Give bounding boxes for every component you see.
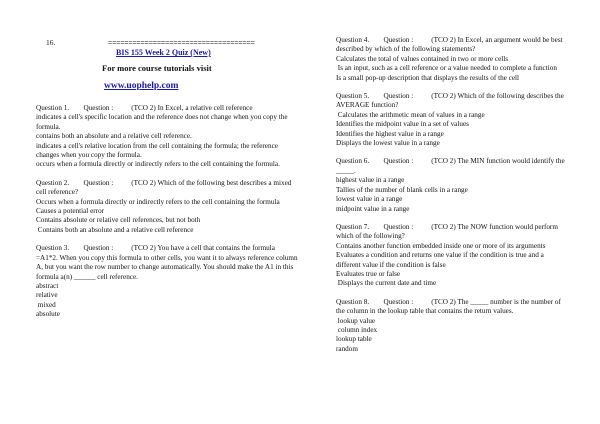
website-link[interactable]: www.uophelp.com — [104, 81, 179, 91]
answer-option: Calculates the arithmetic mean of values in a range — [336, 110, 485, 119]
answer-option: Displays the lowest value in a range — [336, 139, 440, 148]
answer-option: indicates a cell's specific location and the reference does not change when you copy the formula. — [36, 113, 290, 131]
left-questions — [36, 104, 298, 320]
answer-option: midpoint value in a range — [336, 204, 410, 213]
left-column — [36, 0, 298, 329]
question-block — [36, 179, 298, 235]
answer-option: Tallies of the number of blank cells in a range — [336, 185, 468, 194]
answer-option: abstract — [36, 281, 59, 290]
answer-option: absolute — [36, 310, 60, 319]
tutorials-text: For more course tutorials visit — [102, 63, 212, 73]
question-text: Question 4. Question : (TCO 2) In Excel, an argument would be best described by which of the following statements? — [336, 36, 565, 54]
question-block — [336, 36, 568, 83]
right-column — [336, 36, 568, 363]
answer-option: occurs when a formula directly or indirectly refers to the cell containing the formula. — [36, 160, 280, 169]
document-header — [36, 0, 298, 104]
answer-option: Causes a potential error — [36, 207, 105, 216]
answer-option: Is a small pop-up description that displays the results of the cell — [336, 73, 520, 82]
separator-rule: ==================================== — [108, 38, 255, 47]
question-block — [336, 223, 568, 289]
answer-option: column index — [336, 325, 378, 334]
question-text: Question 1. Question : (TCO 2) In Excel, a relative cell reference — [36, 104, 253, 112]
question-block — [36, 244, 298, 319]
question-block — [36, 104, 298, 170]
answer-option: Contains another function embedded inside one or more of its arguments — [336, 241, 546, 250]
answer-option: contains both an absolute and a relative cell reference. — [36, 132, 192, 141]
answer-option: Displays the current date and time — [336, 279, 437, 288]
question-text: Question 3. Question : (TCO 2) You have a cell that contains the formula =A1*2. When you copy this formula to other cells, you want it to always reference column A, but you want the row number to change automatically. You should make the A1 in this formula a(n) ______ cell reference. — [36, 244, 300, 281]
answer-option: Evaluates true or false — [336, 269, 401, 278]
answer-option: Evaluates a condition and returns one value if the condition is true and a different value if the condition is false — [336, 251, 546, 269]
question-block — [336, 92, 568, 148]
answer-option: Identifies the highest value in a range — [336, 129, 444, 138]
answer-option: random — [336, 344, 358, 353]
question-text: Question 8. Question : (TCO 2) The _____ number is the number of the column in the lookup table that contains the return values. — [336, 297, 563, 316]
answer-option: lookup table — [336, 335, 372, 344]
question-text: Question 6. Question : (TCO 2) The MIN function would identify the _____. — [336, 157, 567, 175]
answer-option: relative — [36, 291, 58, 300]
answer-option: highest value in a range — [336, 176, 405, 185]
answer-option: Contains absolute or relative cell references, but not both — [36, 216, 201, 225]
answer-option: lookup value — [336, 316, 376, 325]
answer-option: mixed — [36, 300, 56, 309]
answer-option: Calculates the total of values contained in two or more cells — [336, 54, 509, 63]
answer-option: indicates a cell's relative location from the cell containing the formula; the reference changes when you copy the formula. — [36, 141, 280, 160]
question-text: Question 7. Question : (TCO 2) The NOW function would perform which of the following? — [336, 222, 560, 241]
question-text: Question 5. Question : (TCO 2) Which of the following describes the AVERAGE function? — [336, 92, 566, 110]
question-block — [336, 157, 568, 213]
answer-option: Occurs when a formula directly or indirectly refers to the cell containing the formula — [36, 197, 280, 206]
right-questions — [336, 36, 568, 354]
question-block — [336, 298, 568, 354]
question-text: Question 2. Question : (TCO 2) Which of the following best describes a mixed cell reference? — [36, 178, 294, 197]
answer-option: lowest value in a range — [336, 195, 403, 204]
answer-option: Contains both an absolute and a relative cell reference — [36, 225, 194, 234]
answer-option: Is an input, such as a cell reference or a value needed to complete a function — [336, 64, 557, 73]
quiz-title-link[interactable]: BIS 155 Week 2 Quiz (New) — [116, 48, 211, 57]
answer-option: Identifies the midpoint value in a set of values — [336, 120, 469, 129]
item-number: 16. — [46, 38, 56, 47]
